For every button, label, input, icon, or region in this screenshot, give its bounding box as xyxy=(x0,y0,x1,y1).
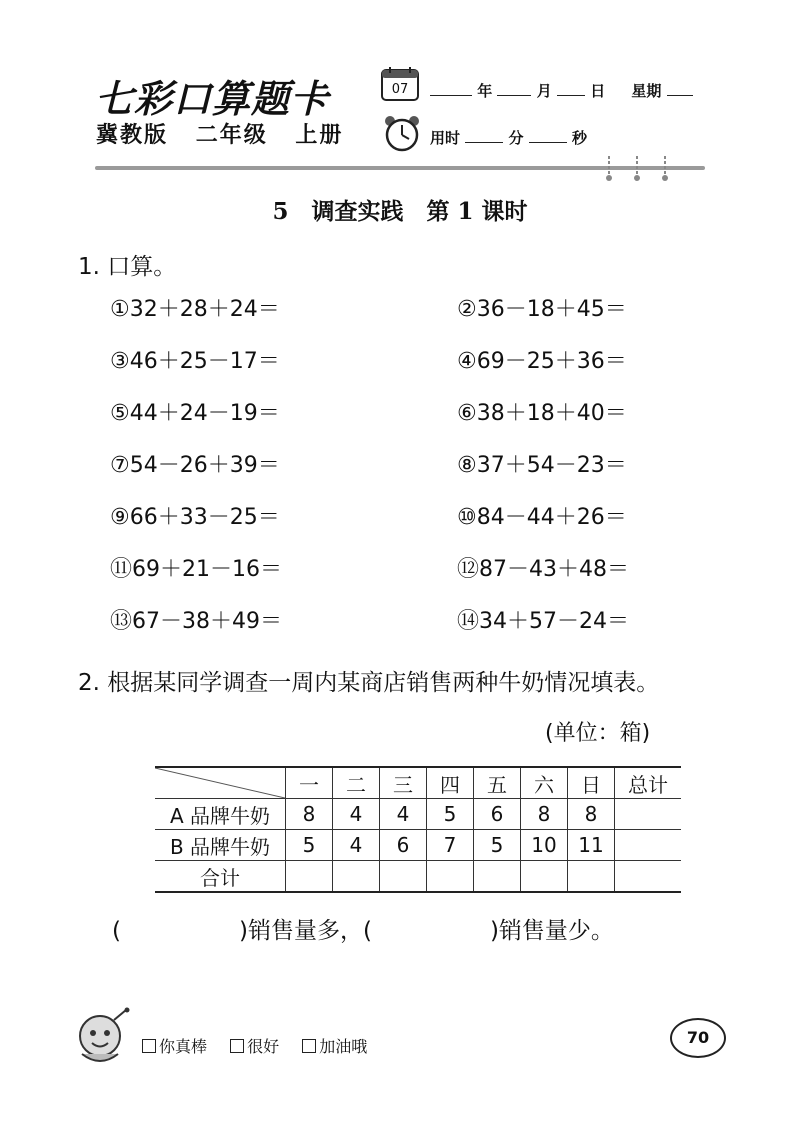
arithmetic-problem: ⑨66＋33－25＝ xyxy=(110,505,280,530)
row-label: B 品牌牛奶 xyxy=(155,830,286,861)
weekday-label: 星期 xyxy=(631,82,662,100)
volume: 上册 xyxy=(295,123,344,148)
table-cell: 7 xyxy=(427,830,474,861)
table-row xyxy=(155,830,681,861)
rating-label: 很好 xyxy=(247,1037,280,1056)
table-header-row xyxy=(155,767,681,799)
table-cell: 4 xyxy=(380,799,427,830)
year-blank[interactable] xyxy=(430,81,472,96)
column-header: 一 xyxy=(286,767,333,799)
column-header: 二 xyxy=(333,767,380,799)
minutes-label: 分 xyxy=(508,129,524,147)
seconds-blank[interactable] xyxy=(529,128,567,143)
answer-cell[interactable] xyxy=(333,861,380,893)
arithmetic-problem: ⑭34＋57－24＝ xyxy=(457,609,629,634)
table-row xyxy=(155,861,681,893)
column-header: 四 xyxy=(427,767,474,799)
table-cell: 6 xyxy=(474,799,521,830)
day-label: 日 xyxy=(590,82,606,100)
table-cell: 4 xyxy=(333,799,380,830)
page-number: 70 xyxy=(670,1018,726,1058)
answer-cell[interactable] xyxy=(474,861,521,893)
less-sales-text: )销售量少。 xyxy=(489,918,614,944)
header-divider xyxy=(95,166,705,170)
minutes-blank[interactable] xyxy=(465,128,503,143)
binder-ring-icon xyxy=(662,156,668,182)
arithmetic-problem: ④69－25＋36＝ xyxy=(457,349,627,374)
checkbox-icon xyxy=(302,1039,316,1053)
mascot-icon xyxy=(70,1006,134,1070)
row-label: A 品牌牛奶 xyxy=(155,799,286,830)
rating-label: 加油哦 xyxy=(319,1037,368,1056)
unit-label: (单位：箱) xyxy=(545,721,651,746)
arithmetic-problem: ⑪69＋21－16＝ xyxy=(110,557,282,582)
table-cell: 10 xyxy=(521,830,568,861)
weekday-blank[interactable] xyxy=(667,81,693,96)
seconds-label: 秒 xyxy=(571,129,587,147)
arithmetic-problem: ⑥38＋18＋40＝ xyxy=(457,401,627,426)
grade: 二年级 xyxy=(195,123,268,148)
arithmetic-problem: ③46＋25－17＝ xyxy=(110,349,280,374)
arithmetic-problem: ⑬67－38＋49＝ xyxy=(110,609,282,634)
time-fields xyxy=(430,127,587,148)
answer-cell[interactable] xyxy=(521,861,568,893)
rating-option[interactable] xyxy=(142,1037,207,1056)
table-cell: 6 xyxy=(380,830,427,861)
column-header: 六 xyxy=(521,767,568,799)
table-cell: 8 xyxy=(568,799,615,830)
column-header: 日 xyxy=(568,767,615,799)
day-blank[interactable] xyxy=(557,81,585,96)
arithmetic-problem: ⑤44＋24－19＝ xyxy=(110,401,280,426)
arithmetic-problem: ⑦54－26＋39＝ xyxy=(110,453,280,478)
brand-title: 七彩口算题卡 xyxy=(95,76,330,121)
answer-cell[interactable] xyxy=(427,861,474,893)
alarm-clock-icon xyxy=(382,114,422,152)
column-header: 三 xyxy=(380,767,427,799)
column-header: 总计 xyxy=(615,767,682,799)
self-rating xyxy=(142,1034,385,1057)
month-label: 月 xyxy=(536,82,552,100)
fill-in-sentence xyxy=(112,912,614,945)
answer-cell[interactable] xyxy=(615,861,682,893)
table-cell: 11 xyxy=(568,830,615,861)
table-row xyxy=(155,799,681,830)
calendar-icon xyxy=(380,66,420,102)
answer-cell[interactable] xyxy=(615,830,682,861)
rating-option[interactable] xyxy=(230,1037,279,1056)
date-fields xyxy=(430,80,693,101)
checkbox-icon xyxy=(230,1039,244,1053)
arithmetic-problem: ②36－18＋45＝ xyxy=(457,297,627,322)
answer-cell[interactable] xyxy=(286,861,333,893)
arithmetic-problem: ⑩84－44＋26＝ xyxy=(457,505,627,530)
table-cell: 4 xyxy=(333,830,380,861)
table-corner-cell xyxy=(155,767,286,799)
answer-cell[interactable] xyxy=(568,861,615,893)
diagonal-line xyxy=(155,768,285,798)
rating-label: 你真棒 xyxy=(159,1037,208,1056)
table-cell: 5 xyxy=(427,799,474,830)
month-blank[interactable] xyxy=(497,81,531,96)
row-label: 合计 xyxy=(155,861,286,893)
lesson-title: 5 调查实践 第 1 课时 xyxy=(272,198,528,225)
answer-cell[interactable] xyxy=(380,861,427,893)
q1-heading: 1. 口算。 xyxy=(78,254,177,280)
q2-heading: 2. 根据某同学调查一周内某商店销售两种牛奶情况填表。 xyxy=(78,670,660,696)
table-cell: 5 xyxy=(474,830,521,861)
time-used-label: 用时 xyxy=(430,129,461,147)
year-label: 年 xyxy=(477,82,493,100)
column-header: 五 xyxy=(474,767,521,799)
book-info xyxy=(96,118,361,149)
table-cell: 8 xyxy=(286,799,333,830)
edition: 冀教版 xyxy=(96,123,169,148)
calendar-day: 07 xyxy=(391,82,409,97)
arithmetic-problem: ⑧37＋54－23＝ xyxy=(457,453,627,478)
table-cell: 5 xyxy=(286,830,333,861)
table-cell: 8 xyxy=(521,799,568,830)
binder-ring-icon xyxy=(634,156,640,182)
rating-option[interactable] xyxy=(302,1037,367,1056)
more-sales-text: )销售量多，( xyxy=(238,918,372,944)
arithmetic-problem: ①32＋28＋24＝ xyxy=(110,297,280,322)
answer-cell[interactable] xyxy=(615,799,682,830)
binder-ring-icon xyxy=(606,156,612,182)
milk-sales-table xyxy=(155,766,681,893)
checkbox-icon xyxy=(142,1039,156,1053)
arithmetic-problem: ⑫87－43＋48＝ xyxy=(457,557,629,582)
paren-open: ( xyxy=(112,918,121,944)
